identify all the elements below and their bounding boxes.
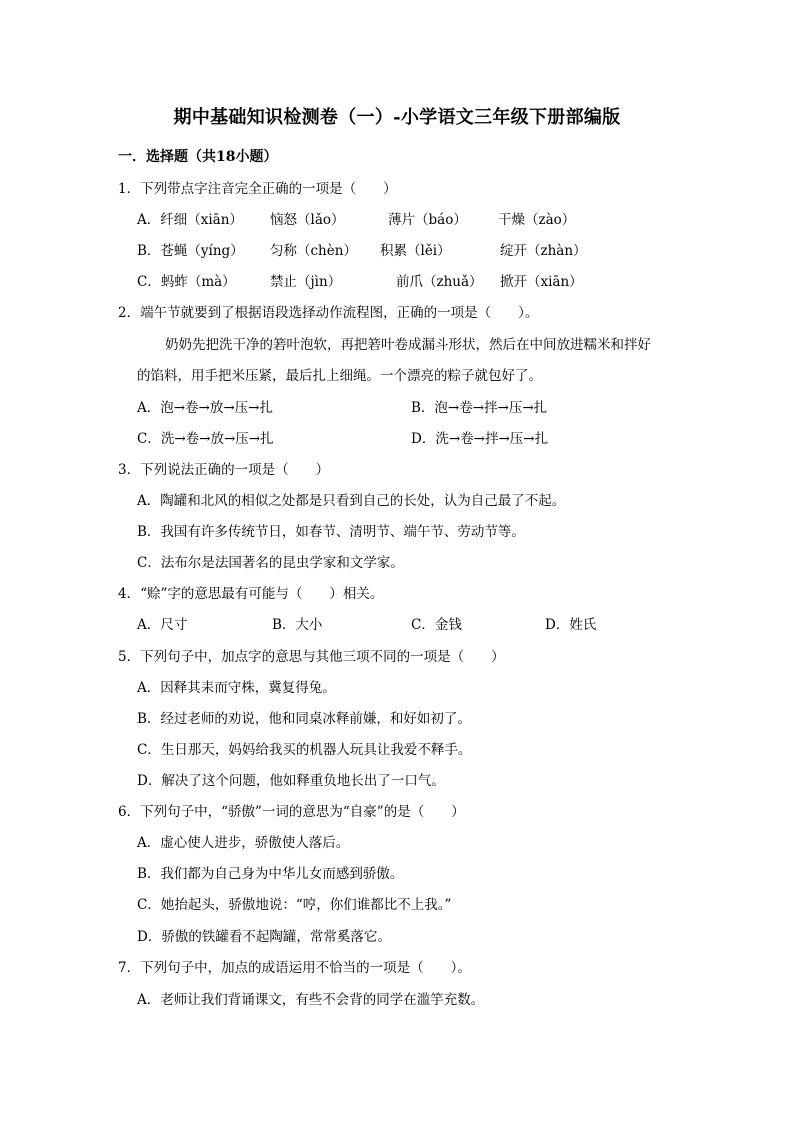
question-2-option-b: B．泡→卷→拌→压→扎	[411, 400, 548, 416]
question-4-option-d: D．姓氏	[545, 617, 597, 633]
question-5-option-d: D．解决了这个问题，他如释重负地长出了一口气。	[137, 773, 445, 789]
q1-b-item-1: B．苍蝇（yíng）	[137, 243, 244, 259]
question-5-stem: 5．下列句子中，加点字的意思与其他三项不同的一项是（ ）	[118, 649, 505, 665]
question-5-option-a: A．因释其耒而守株，冀复得兔。	[137, 680, 336, 696]
q1-b-item-2: 匀称（chèn）	[270, 243, 357, 259]
question-4-option-b: B．大小	[272, 617, 323, 633]
question-1-stem: 1．下列带点字注音完全正确的一项是（ ）	[118, 181, 397, 197]
q1-c-item-1: C．蚂蚱（mà）	[137, 274, 236, 290]
question-2-option-d: D．洗→卷→拌→压→扎	[411, 431, 549, 447]
question-6-option-a: A．虚心使人进步，骄傲使人落后。	[137, 835, 350, 851]
question-4-option-a: A．尺寸	[137, 617, 188, 633]
section-heading: 一．选择题（共18小题）	[118, 149, 278, 165]
q1-c-item-4: 掀开（xiān）	[500, 274, 583, 290]
question-5-option-c: C．生日那天，妈妈给我买的机器人玩具让我爱不释手。	[137, 742, 472, 758]
question-7-stem: 7．下列句子中，加点的成语运用不恰当的一项是（ ）。	[118, 960, 471, 976]
question-6-option-c: C．她抬起头，骄傲地说：“哼，你们谁都比不上我。”	[137, 897, 452, 913]
q1-b-item-4: 绽开（zhàn）	[500, 243, 587, 259]
question-2-option-a: A．泡→卷→放→压→扎	[137, 400, 273, 416]
question-2-stem: 2．端午节就要到了根据语段选择动作流程图，正确的一项是（ ）。	[118, 305, 539, 321]
question-3-option-c: C．法布尔是法国著名的昆虫学家和文学家。	[137, 555, 404, 571]
question-4-option-c: C．金钱	[411, 617, 462, 633]
question-2-option-c: C．洗→卷→放→压→扎	[137, 431, 274, 447]
q1-c-item-3: 前爪（zhuǎ）	[396, 274, 483, 290]
question-2-passage-line-2: 的馅料，用手把米压紧，最后扎上细绳。一个漂亮的粽子就包好了。	[137, 368, 542, 384]
question-2-passage-line-1: 奶奶先把洗干净的箬叶泡软，再把箬叶卷成漏斗形状，然后在中间放进糯米和拌好	[165, 337, 651, 353]
question-6-option-d: D．骄傲的铁罐看不起陶罐，常常奚落它。	[137, 929, 391, 945]
question-3-option-b: B．我国有许多传统节日，如春节、清明节、端午节、劳动节等。	[137, 524, 525, 540]
question-3-stem: 3．下列说法正确的一项是（ ）	[118, 462, 330, 478]
question-3-option-a: A．陶罐和北风的相似之处都是只看到自己的长处，认为自己最了不起。	[137, 493, 566, 509]
q1-a-item-1: A．纤细（xiān）	[137, 212, 243, 228]
question-5-option-b: B．经过老师的劝说，他和同桌冰释前嫌，和好如初了。	[137, 711, 471, 727]
q1-c-item-2: 禁止（jìn）	[270, 274, 342, 290]
q1-a-item-4: 干燥（zào）	[498, 212, 576, 228]
question-4-stem: 4．“赊”字的意思最有可能与（ ）相关。	[118, 586, 384, 602]
question-6-stem: 6．下列句子中，“骄傲”一词的意思为“自豪”的是（ ）	[118, 804, 465, 820]
question-7-option-a: A．老师让我们背诵课文，有些不会背的同学在滥竽充数。	[137, 992, 485, 1008]
q1-a-item-2: 恼怒（lǎo）	[270, 212, 345, 228]
page-title: 期中基础知识检测卷（一）-小学语文三年级下册部编版	[173, 107, 621, 128]
question-6-option-b: B．我们都为自己身为中华儿女而感到骄傲。	[137, 866, 404, 882]
q1-a-item-3: 薄片（báo）	[388, 212, 467, 228]
q1-b-item-3: 积累（lěi）	[380, 243, 451, 259]
